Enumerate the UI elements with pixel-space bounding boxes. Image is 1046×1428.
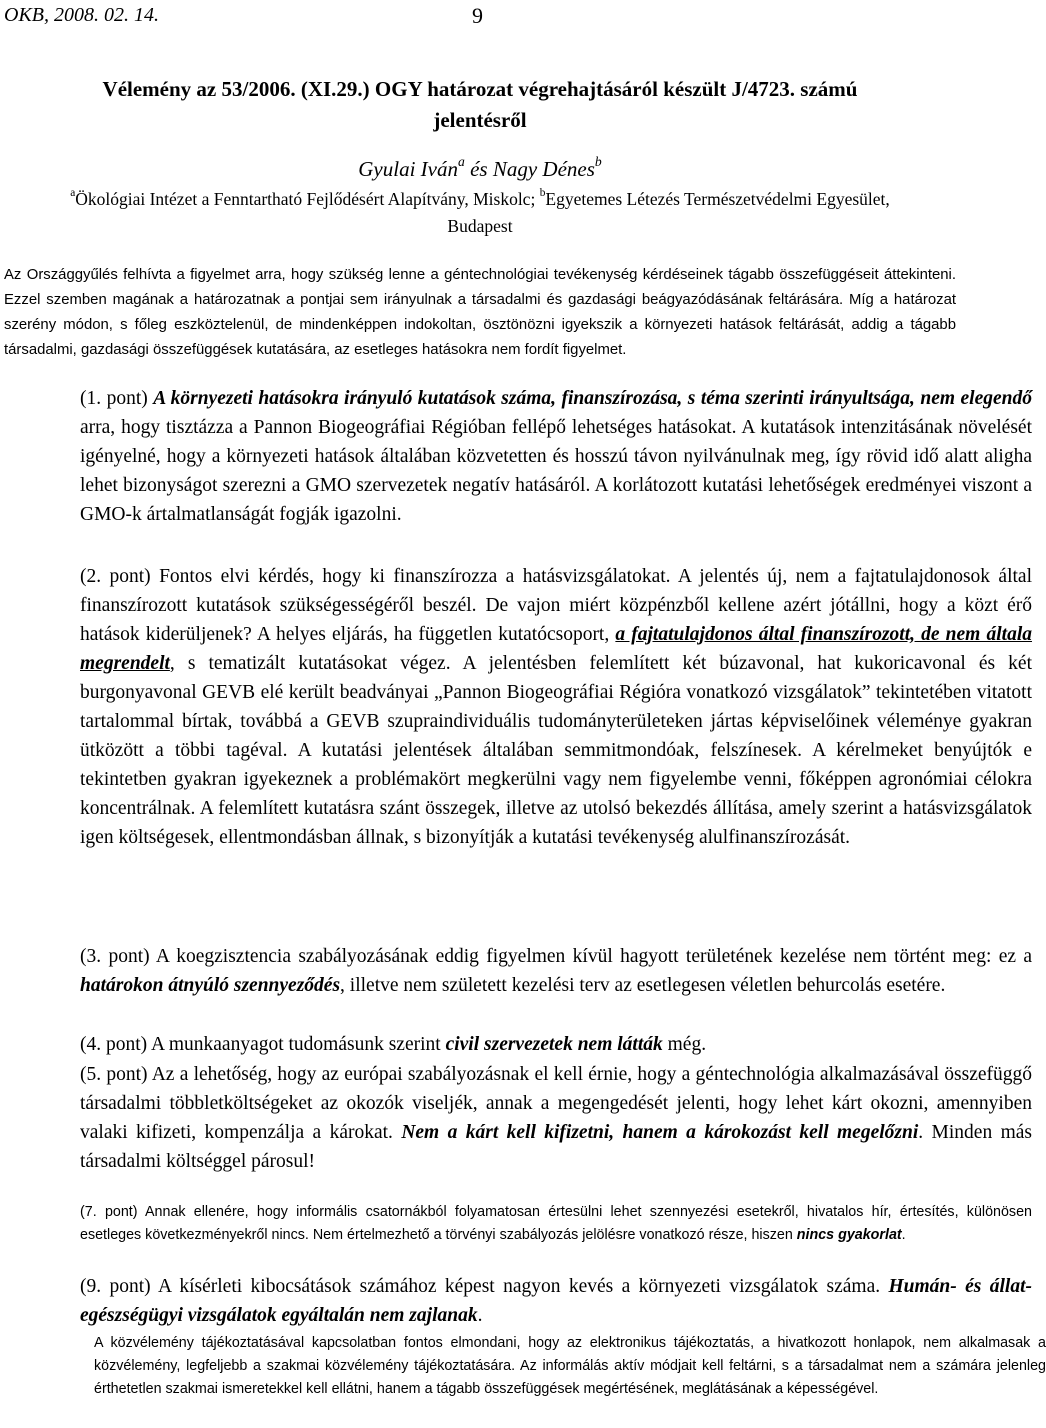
p1-lead: (1. pont) xyxy=(80,388,154,409)
abstract: Az Országgyűlés felhívta a figyelmet arra, hogy szükség lenne a géntechnológiai tevékenység kérdéseinek tágabb összefüggéseit áttekinteni. Ezzel szemben magának a határozatnak a pontjai sem irányulnak a társadalmi és gazdasági beágyazódásának feltárására. Míg a határozat szerény módon, s főleg eszköztelenül, de mindenképpen indokoltan, ösztönözni igyekszik a környezeti hatások feltárását, addig a tágabb társadalmi, gazdasági összefüggések kutatására, az esetleges hatásokra nem fordít figyelmet. xyxy=(4,267,956,358)
paragraph-5 xyxy=(4,1060,1032,1176)
p1-emphasis: A környezeti hatásokra irányuló kutatások száma, finanszírozása, s téma szerinti irányultsága, nem elegendő xyxy=(153,388,1032,409)
p3-text-b: , illetve nem született kezelési terv az esetlegesen véletlen behurcolás esetére. xyxy=(340,975,946,996)
header-date: OKB, 2008. 02. 14. xyxy=(4,4,159,26)
page-number: 9 xyxy=(472,3,483,28)
paragraph-9 xyxy=(4,1272,1032,1330)
author-2: Nagy Dénes xyxy=(492,157,595,181)
title-line-1: Vélemény az 53/2006. (XI.29.) OGY határozat végrehajtásáról készült J/4723. számú xyxy=(102,77,858,101)
p5-text-a: (5. pont) Az a lehetőség, hogy az európai szabályozásnak el kell érnie, hogy a géntechnológia alkalmazásával összefüggő társadalmi többletköltségeket az okozók viseljék, annak a megengedését jelenti, hogy lehet kárt okozni, amennyiben valaki kifizeti, kompenzálja a károkat. xyxy=(80,1064,1032,1143)
authors xyxy=(10,153,950,182)
p9-emphasis: Humán- és állat-egészségügyi vizsgálatok egyáltalán nem zajlanak xyxy=(80,1276,1032,1326)
affil-b: Egyetemes Létezés Természetvédelmi Egyesület, Budapest xyxy=(447,189,890,236)
p4-text-a: (4. pont) A munkaanyagot tudomásunk szerint xyxy=(80,1034,446,1055)
paragraph-2 xyxy=(4,562,1032,852)
p2-text-b: , s tematizált kutatásokat végez. A jelentésben felemlített két búzavonal, hat kukoricavonal és két burgonyavonal GEVB elé került beadványai „Pannon Biogeográfiai Régióra vonatkozó vizsgálatok” tekintetében vitatott tartalommal bírtak, továbbá a GEVB szupraindividuális tudományterületeken jártas képviselőinek véleménye gyakran ütközött a többi tagéval. A kutatási jelentések általában semmitmondóak, felszínesek. A kérelmeket benyújtók e tekintetben gyakran igyekeznek a problémakört megkerülni vagy nem figyelembe venni, főképpen agronómiai célokra koncentrálnak. A felemlített kutatásra szánt összegek, illetve az utolsó bekezdés állítása, amely szerint a hatásvizsgálatok igen költségesek, ellentmondásban állnak, s bizonyítják a kutatási tevékenység alulfinanszírozását. xyxy=(80,653,1032,848)
paragraph-7 xyxy=(4,1201,1032,1247)
p3-text-a: (3. pont) A koegzisztencia szabályozásának eddig figyelmen kívül hagyott területének kezelése nem történt meg: ez a xyxy=(80,946,1032,967)
p1-rest: arra, hogy tisztázza a Pannon Biogeográfiai Régióban fellépő lehetséges hatásokat. A kutatások intenzitásának növelését igényelné, hogy a környezeti hatások általában közvetetten és hosszú távon nyilvánulnak meg, így rövid idő alatt aligha lehet bizonyságot szerezni a GMO szervezetek negatív hatásáról. A korlátozott kutatási lehetőségek eredményei viszont a GMO-k ártalmatlanságát fogják igazolni. xyxy=(80,417,1032,525)
p9-text-b: . xyxy=(477,1305,483,1326)
document-title xyxy=(10,74,950,136)
p7-text-a: (7. pont) Annak ellenére, hogy informális csatornákból folyamatosan értesülni lehet szennyezési esetekről, hivatalos hír, értesítés, különösen esetleges következményekről nincs. Nem értelmezhető a törvényi szabályozás jelölésre vonatkozó része, hiszen xyxy=(80,1204,1032,1243)
author-2-mark: b xyxy=(594,153,602,169)
p2-text-a: (2. pont) Fontos elvi kérdés, hogy ki finanszírozza a hatásvizsgálatokat. A jelentés új, nem a fajtatulajdonosok által finanszírozott kutatások szükségességéről beszél. De vajon miért közpénzből kellene azért jótállni, hogy a közt érő hatások kiderüljenek? A helyes eljárás, ha független kutatócsoport, xyxy=(80,566,1032,645)
p7-emphasis: nincs gyakorlat xyxy=(796,1227,902,1243)
paragraph-3 xyxy=(4,942,1032,1000)
affiliations xyxy=(60,186,900,240)
paragraph-1 xyxy=(4,384,1032,529)
p7-text-b: . xyxy=(901,1227,906,1243)
title-line-2: jelentésről xyxy=(433,108,527,132)
paragraph-public-info: A közvélemény tájékoztatásával kapcsolatban fontos elmondani, hogy az elektronikus tájékoztatás, a hivatkozott honlapok, nem alkalmasak a közvélemény, legfeljebb a szakmai közvélemény tájékoztatására. Az informálás aktív módjait kell feltárni, s a társadalmat nem a számára jelenleg érthetetlen szakmai ismeretekkel kell ellátni, hanem a tágabb összefüggések megértésének, meglátásának a képességével. xyxy=(94,1335,1046,1397)
p9-text-a: (9. pont) A kísérleti kibocsátások számához képest nagyon kevés a környezeti vizsgálatok száma. xyxy=(80,1276,889,1297)
p3-emphasis: határokon átnyúló szennyeződés xyxy=(80,975,341,996)
author-join: és xyxy=(464,157,493,181)
author-1: Gyulai Iván xyxy=(358,157,458,181)
p5-text-b: . Minden más társadalmi költséggel párosul! xyxy=(80,1122,1032,1172)
p2-emphasis: a fajtatulajdonos által finanszírozott, de nem általa megrendelt xyxy=(80,624,1032,674)
p4-emphasis: civil szervezetek nem látták xyxy=(445,1034,663,1055)
paragraph-4 xyxy=(4,1030,1032,1059)
p4-text-b: még. xyxy=(662,1034,707,1055)
affil-a-mark: a xyxy=(70,187,76,200)
author-1-mark: a xyxy=(458,153,465,169)
affil-a: Ökológiai Intézet a Fenntartható Fejlődésért Alapítvány, Miskolc; xyxy=(75,189,540,209)
p5-emphasis: Nem a kárt kell kifizetni, hanem a károkozást kell megelőzni xyxy=(401,1122,919,1143)
affil-b-mark: b xyxy=(539,187,546,200)
